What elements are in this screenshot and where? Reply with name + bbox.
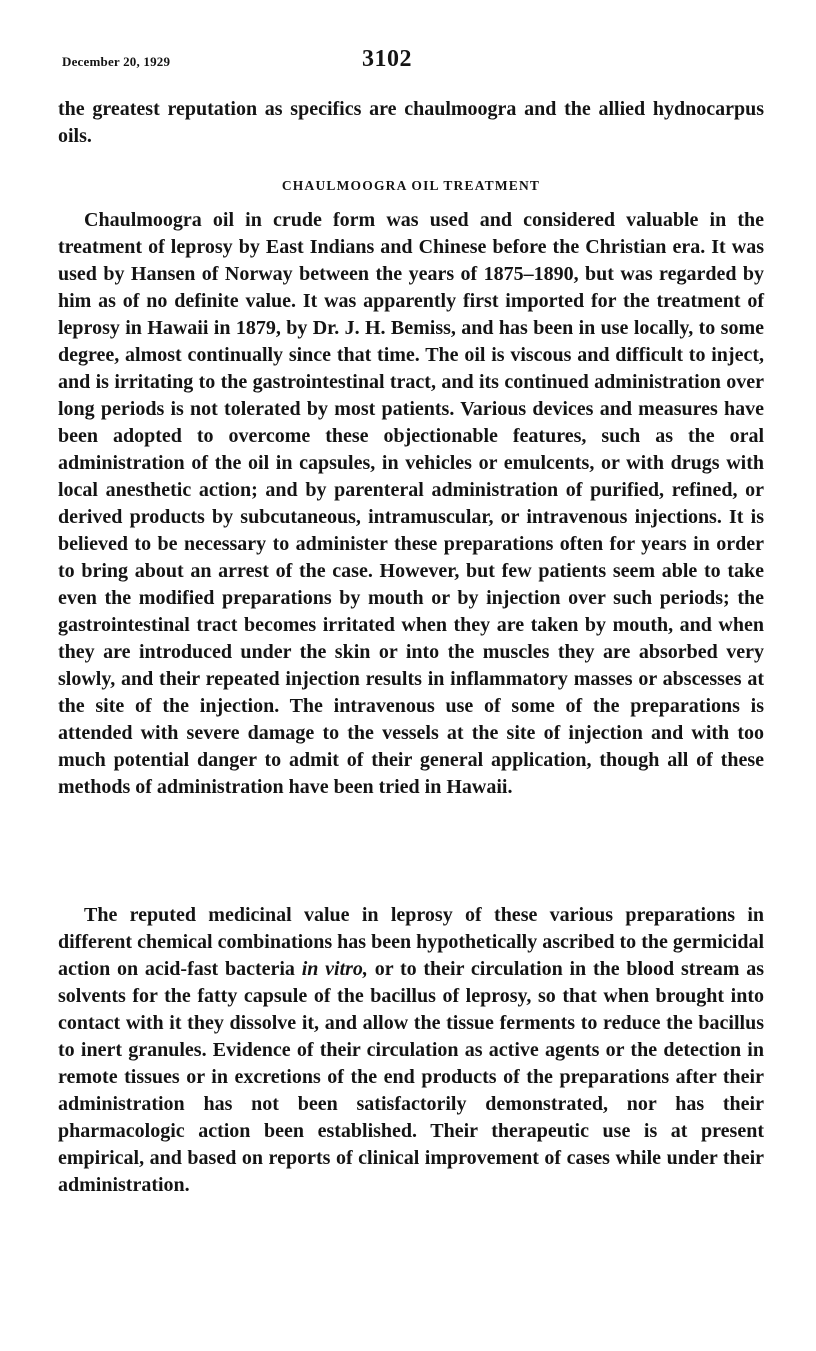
paragraph-2-text-end: or to their circulation in the blood stream as solvents for the fatty capsule of the bacillus of leprosy, so that when brought into contact with it they dissolve it, and allow the tissue ferments to reduce the bacillus to inert granules. Evidence of their circulation as active agents or the detection in remote tissues or in excretions of the end products of the preparations after their administration has not been satisfactorily demonstrated, nor has their pharmacologic action been established. Their therapeutic use is at present empirical, and based on reports of clinical improvement of cases while under their administration. — [58, 958, 764, 1196]
page-number: 3102 — [362, 46, 412, 72]
paragraph-2 — [58, 902, 764, 1199]
paragraph-2-text-start: The reputed medicinal value in leprosy of these various preparations in different chemical combinations has been hypothetically ascribed to the germicidal action on acid-fast bacteria — [58, 904, 764, 980]
paragraph-1 — [58, 207, 764, 801]
continued-paragraph-text: the greatest reputation as specifics are chaulmoogra and the allied hydnocarpus oils. — [58, 98, 764, 147]
paragraph-2-text — [58, 902, 764, 1199]
italic-term-in-vitro: in vitro, — [301, 958, 368, 980]
paragraph-1-text: Chaulmoogra oil in crude form was used and considered valuable in the treatment of leprosy by East Indians and Chinese before the Christian era. It was used by Hansen of Norway between the years of 1875–1890, but was regarded by him as of no definite value. It was apparently first imported for the treatment of leprosy in Hawaii in 1879, by Dr. J. H. Bemiss, and has been in use locally, to some degree, almost continually since that time. The oil is viscous and difficult to inject, and is irritating to the gastrointestinal tract, and its continued administration over long periods is not tolerated by most patients. Various devices and measures have been adopted to overcome these objectionable features, such as the oral administration of the oil in capsules, in vehicles or emulcents, or with drugs with local anesthetic action; and by parenteral administration of purified, refined, or derived products by subcutaneous, intramuscular, or intravenous injections. It is believed to be necessary to administer these preparations often for years in order to bring about an arrest of the case. However, but few patients seem able to take even the modified preparations by mouth or by injection over such periods; the gastrointestinal tract becomes irritated when they are taken by mouth, and when they are introduced under the skin or into the muscles they are absorbed very slowly, and their repeated injection results in inflammatory masses or abscesses at the site of the injection. The intravenous use of some of the preparations is attended with severe damage to the vessels at the site of injection and with too much potential danger to admit of their general application, though all of these methods of administration have been tried in Hawaii. — [58, 209, 764, 798]
running-header — [62, 46, 762, 76]
header-date: December 20, 1929 — [62, 54, 171, 69]
section-heading: CHAULMOOGRA OIL TREATMENT — [281, 178, 541, 193]
continued-paragraph — [58, 96, 764, 150]
